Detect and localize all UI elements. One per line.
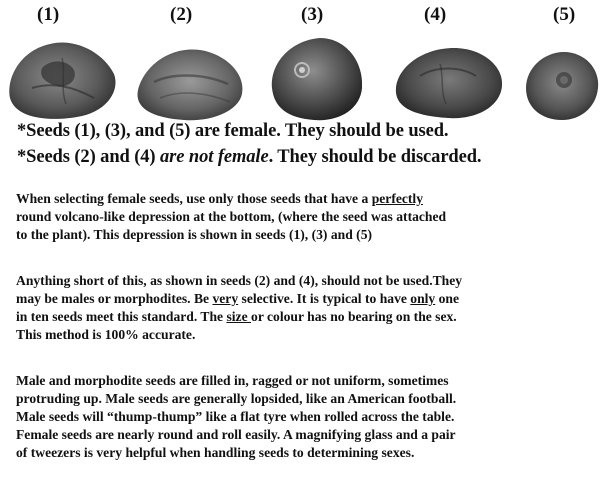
seed-image-4 (390, 36, 510, 126)
para2-line4: This method is 100% accurate. (16, 327, 196, 342)
seed-label-1: (1) (37, 4, 60, 25)
para3-line3: Male seeds will “thump-thump” like a flat tyre when rolled across the table. (16, 409, 455, 424)
headline2-emphasis: are not female (160, 147, 269, 167)
para1-line2: round volcano-like depression at the bottom, (where the seed was attached (16, 209, 447, 224)
paragraph-male-seeds (16, 372, 596, 462)
seed-label-3: (3) (301, 4, 324, 25)
para2-line2: may be males or morphodites. Be very selective. It is typical to have only one (16, 291, 460, 306)
seed-label-4: (4) (424, 4, 447, 25)
para1-line3: to the plant). This depression is shown in seeds (1), (3) and (5) (16, 227, 373, 242)
paragraph-rejection (16, 272, 596, 344)
para3-line1: Male and morphodite seeds are filled in, ragged or not uniform, sometimes (16, 373, 449, 388)
seed-image-1 (2, 28, 122, 128)
paragraph-selection (16, 190, 596, 244)
para3-line2: protruding up. Male seeds are generally lopsided, like an American football. (16, 391, 457, 406)
para1-line1: When selecting female seeds, use only those seeds that have a perfectly (16, 191, 424, 206)
headline2-prefix: *Seeds (2) and (4) (17, 147, 161, 167)
seed-label-2: (2) (170, 4, 193, 25)
para2-line1: Anything short of this, as shown in seeds (2) and (4), should not be used.They (16, 273, 463, 288)
para2-line3: in ten seeds meet this standard. The size or colour has no bearing on the sex. (16, 309, 457, 324)
headline-discard-seeds (17, 147, 481, 168)
seed-image-5 (522, 44, 602, 124)
headline2-suffix: . They should be discarded. (268, 147, 482, 167)
seed-label-5: (5) (553, 4, 576, 25)
headline-female-seeds: *Seeds (1), (3), and (5) are female. They should be used. (17, 121, 449, 141)
para3-line4: Female seeds are nearly round and roll easily. A magnifying glass and a pair (16, 427, 456, 442)
seed-image-3 (268, 28, 368, 128)
para3-line5: of tweezers is very helpful when handling seeds to determining sexes. (16, 445, 415, 460)
seed-image-2 (130, 30, 250, 130)
